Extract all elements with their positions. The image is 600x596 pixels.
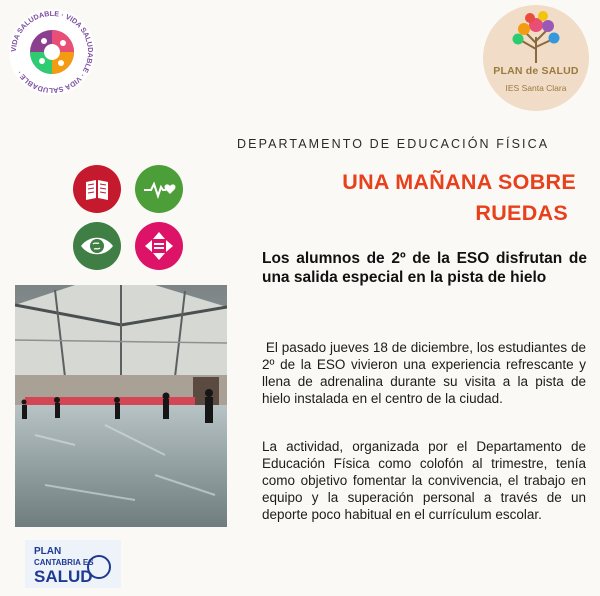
plan-salud-subtitle: IES Santa Clara	[505, 83, 567, 93]
department-heading: DEPARTAMENTO DE EDUCACIÓN FÍSICA	[237, 137, 550, 151]
article-paragraph-1: El pasado jueves 18 de diciembre, los estudiantes de 2º de la ESO vivieron una experiencia refrescante y llena de adrenalina durante su visita a la pista de hielo instalada en el centro de la ciudad.	[262, 340, 590, 406]
article-subtitle: Los alumnos de 2º de la ESO disfrutan de una salida especial en la pista de hielo	[262, 250, 587, 286]
eye-earth-icon	[73, 222, 121, 270]
book-icon	[73, 165, 121, 213]
article-paragraph-2: La actividad, organizada por el Departamento de Educación Física como colofón al trimestre, tenía como objetivo fomentar la convivencia, el trabajo en equipo y la superación personal a través de un deporte poco habitual en el currículum escolar.	[262, 439, 586, 522]
main-title-line2: RUEDAS	[475, 201, 568, 225]
cantabria-line2: CANTABRIA ES	[34, 558, 94, 567]
cantabria-line1: PLAN	[34, 546, 62, 557]
ice-rink-photo	[15, 285, 227, 527]
plan-de-salud-logo	[483, 5, 589, 111]
equality-icon	[135, 222, 183, 270]
main-title-line1: UNA MAÑANA SOBRE	[342, 170, 576, 194]
vida-saludable-logo	[8, 8, 96, 96]
tree-icon	[506, 11, 566, 63]
heartbeat-icon	[135, 165, 183, 213]
vida-saludable-ring-text: VIDA SALUDABLE · VIDA SALUDABLE · VIDA SALUDABLE ·	[8, 8, 96, 96]
plan-salud-title: PLAN de SALUD	[493, 65, 579, 77]
plan-cantabria-es-salud-logo	[25, 540, 121, 588]
cantabria-line3: SALUD	[34, 567, 93, 586]
